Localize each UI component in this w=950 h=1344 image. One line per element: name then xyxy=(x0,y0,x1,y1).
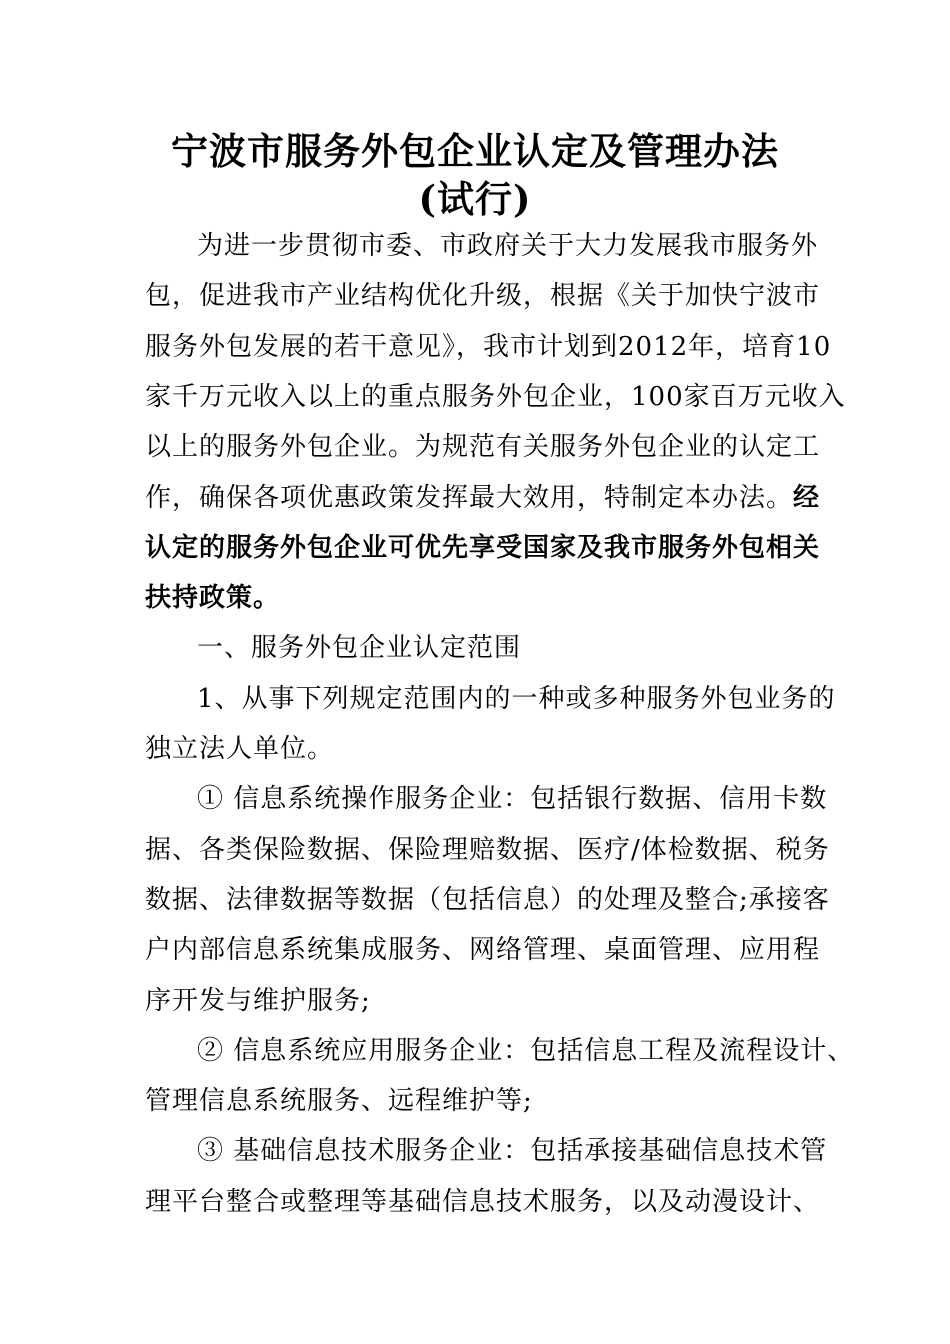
body-line xyxy=(197,1134,827,1168)
body-line xyxy=(145,279,820,313)
body-line xyxy=(197,1034,854,1068)
body-line xyxy=(197,682,836,716)
body-line xyxy=(145,1185,820,1219)
body-line-text: 一、服务外包企业认定范围 xyxy=(197,633,522,663)
body-line xyxy=(145,581,280,615)
body-line xyxy=(145,531,820,565)
body-line-text: ① 信息系统操作服务企业：包括银行数据、信用卡数 xyxy=(197,784,828,814)
body-line xyxy=(145,430,820,464)
body-line-text: 理平台整合或整理等基础信息技术服务，以及动漫设计、 xyxy=(145,1187,821,1217)
body-line-text: ② 信息系统应用服务企业：包括信息工程及流程设计、 xyxy=(197,1036,855,1066)
body-line-text: 据、各类保险数据、保险理赔数据、医疗/体检数据、税务 xyxy=(145,835,830,865)
body-line-text: 扶持政策。 xyxy=(145,583,281,613)
body-line xyxy=(145,330,831,364)
body-line xyxy=(145,883,830,917)
body-line xyxy=(145,1084,533,1118)
body-line xyxy=(145,933,820,967)
body-line-bold-text: 经 xyxy=(793,483,821,513)
body-line-text: 为进一步贯彻市委、市政府关于大力发展我市服务外 xyxy=(197,231,819,261)
body-line-text: 服务外包发展的若干意见》，我市计划到2012年，培育10 xyxy=(145,332,832,362)
body-line-text: 户内部信息系统集成服务、网络管理、桌面管理、应用程 xyxy=(145,935,821,965)
body-line xyxy=(197,229,818,263)
body-line xyxy=(145,380,846,414)
body-line xyxy=(145,481,820,515)
body-line-text: ③ 基础信息技术服务企业：包括承接基础信息技术管 xyxy=(197,1136,828,1166)
body-line-text: 认定的服务外包企业可优先享受国家及我市服务外包相关 xyxy=(145,533,821,563)
body-line-text: 家千万元收入以上的重点服务外包企业，100家百万元收入 xyxy=(145,382,846,412)
body-line-text: 独立法人单位。 xyxy=(145,734,335,764)
body-line-text: 数据、法律数据等数据（包括信息）的处理及整合;承接客 xyxy=(145,885,830,915)
document-title: 宁波市服务外包企业认定及管理办法 xyxy=(171,129,779,173)
body-line xyxy=(197,782,827,816)
body-line-text: 作，确保各项优惠政策发挥最大效用，特制定本办法。 xyxy=(145,483,794,513)
body-line-text: 1、从事下列规定范围内的一种或多种服务外包业务的 xyxy=(197,684,836,714)
body-line xyxy=(145,732,334,766)
body-line-text: 以上的服务外包企业。为规范有关服务外包企业的认定工 xyxy=(145,432,821,462)
body-line xyxy=(145,833,830,867)
body-line xyxy=(145,984,371,1018)
body-line-text: 管理信息系统服务、远程维护等; xyxy=(145,1086,533,1116)
body-line-text: 序开发与维护服务; xyxy=(145,986,371,1016)
body-line-text: 包，促进我市产业结构优化升级，根据《关于加快宁波市 xyxy=(145,281,821,311)
document-subtitle: (试行) xyxy=(418,177,532,221)
body-line xyxy=(197,631,521,665)
